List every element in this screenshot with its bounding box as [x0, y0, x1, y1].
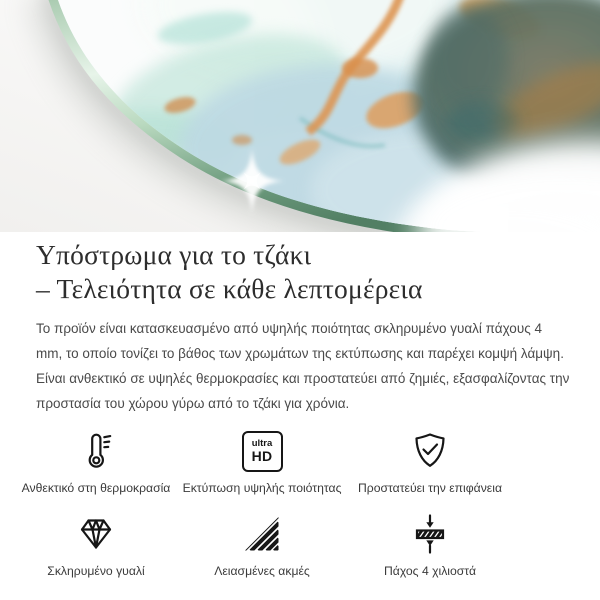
title-line-1: Υπόστρωμα για το τζάκι	[36, 239, 312, 270]
feature-thickness	[384, 507, 476, 590]
ultra-hd-badge-top: ultra	[251, 438, 273, 449]
diamond-icon	[76, 513, 116, 555]
feature-label: Εκτύπωση υψηλής ποιότητας	[182, 481, 342, 495]
shield-check-icon	[410, 430, 450, 472]
glass-panel-image	[0, 0, 600, 232]
feature-surface-protection	[358, 424, 502, 507]
title-line-2: – Τελειότητα σε κάθε λεπτομέρεια	[36, 273, 423, 304]
polished-edges-icon	[242, 513, 282, 555]
feature-temperature	[22, 424, 171, 507]
feature-label: Λειασμένες ακμές	[214, 564, 310, 578]
feature-label: Προστατεύει την επιφάνεια	[357, 481, 502, 495]
feature-label: Πάχος 4 χιλιοστά	[383, 564, 476, 578]
product-description: Το προϊόν είναι κατασκευασμένο από υψηλής ποιότητας σκληρυμένο γυαλί πάχους 4 mm, το οποίο τονίζει το βάθος των χρωμάτων της εκτύπωσης και παρέχει κομψή λάμψη. Είναι ανθεκτικό σε υψηλές θερμοκρασίες και προστατεύει από ζημιές, εξασφαλίζοντας την προστασία του χώρου γύρω από το τζάκι για χρόνια.	[36, 321, 570, 411]
feature-grid	[0, 416, 600, 590]
ultra-hd-badge-bottom: HD	[251, 448, 273, 464]
product-description-section	[0, 238, 600, 416]
feature-tempered-glass	[47, 507, 144, 590]
page-title	[36, 238, 570, 306]
feature-polished-edges	[214, 507, 310, 590]
product-photo	[0, 0, 600, 232]
ultra-hd-icon	[242, 430, 283, 472]
feature-label: Ανθεκτικό στη θερμοκρασία	[21, 481, 171, 495]
feature-label: Σκληρυμένο γυαλί	[47, 564, 145, 578]
thermometer-icon	[76, 430, 116, 472]
thickness-icon	[410, 513, 450, 555]
feature-print-quality	[183, 424, 342, 507]
